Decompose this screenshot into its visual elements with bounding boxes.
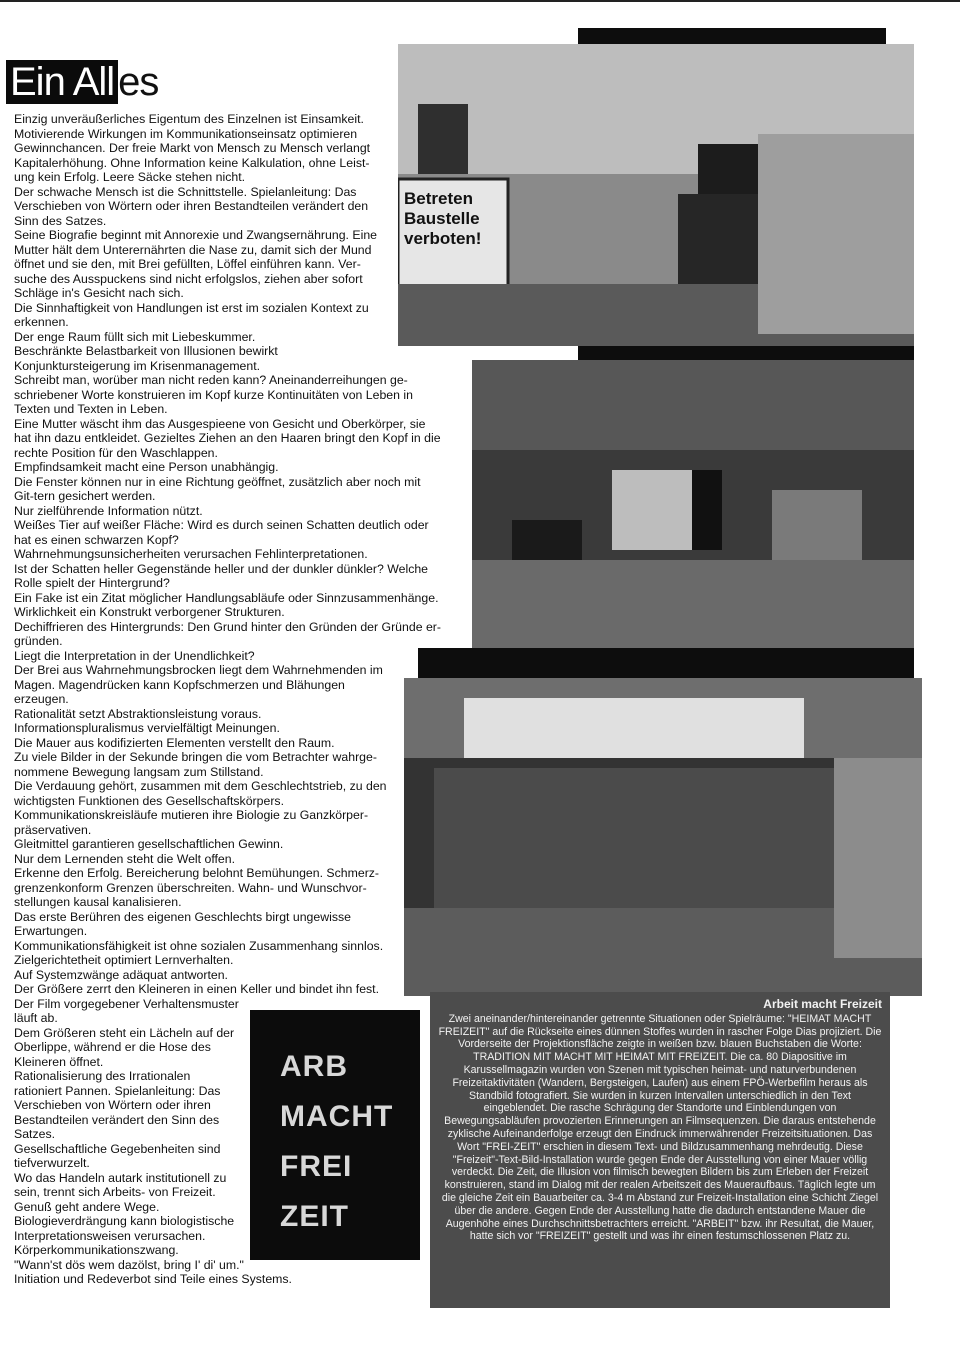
body-line: Wirklichkeit ein Konstrukt verborgener Strukturen.: [14, 605, 285, 619]
body-line: Der enge Raum füllt sich mit Liebeskummer.: [14, 329, 256, 344]
body-line: öffnet und sie den, mit Brei gefüllten, Löffel einführen kann. Ver-: [14, 257, 361, 271]
body-line: Motivierende Wirkungen im Kommunikationseinsatz optimieren: [14, 126, 358, 141]
title-highlighted: Ein All: [6, 60, 118, 104]
body-line: Genuß geht andere Wege.: [14, 1199, 160, 1214]
body-line: Beschränkte Belastbarkeit von Illusionen bewirkt: [14, 344, 278, 358]
body-line: Initiation und Redeverbot sind Teile eines Systems.: [14, 1272, 292, 1286]
body-line: Das erste Berühren des eigenen Geschlechts birgt ungewisse: [14, 909, 351, 924]
caption-title: Arbeit macht Freizeit: [763, 997, 882, 1011]
caption-text: Zwei aneinander/hintereinander getrennte Situationen oder Spielräume: "HEIMAT MACHT FREIZEIT" auf die Rückseite eines dünnen Stoffes wurden in rascher Folge Dias projiziert. Die Vorderseite der Projektionsfläche zeigte in weißen bzw. blauen Buchstaben die Worte: TRADITION MIT MACHT MIT HEIMAT MIT FREIZEIT. Die ca. 80 Diapositive im Karussellmagazin wurden von Szenen mit typischen heimat- und naturverbundenen Freizeitaktivitäten (Wandern, Bergsteigen, Laufen) aus einem FPÖ-Werbefilm heraus als Standbild fotografiert. Sie wurden in kurzen Intervallen unterschiedlich in den Text eingeblendet. Die rasche Schrägung der Standorte und Einblendungen von Bewegungsabläufen provozierten Erinnerungen an Filmsequenzen. Die daraus entstehende zyklische Aufeinanderfolge erzeugt den Eindruck immerwährender Freizeitsituationen. Das Wort "FREI-ZEIT" erschien in diesem Text- und Bildzusammenhang mehrdeutig. Diese "Freizeit"-Text-Bild-Installation wurde gegen Ende der Ausstellung von einer Mauer völlig verdeckt. Die Zeit, die Illusion von filmisch bewegten Bildern bis zum Erleben der Freizeit konstruieren, stand im Dialog mit der realen Arbeitszeit des Maueraufbaus. Täglich legte um die gleiche Zeit ein Bauarbeiter ca. 3-4 m Abstand zur Freizeit-Installation eine Schicht Ziegel über die andere. Gegen Ende der Ausstellung hatte die dadurch entstandene Mauer die Augenhöhe eines Durchschnittsbetrachters erreicht. "ARBEIT" bzw. ihr Resultat, die Mauer, hatte sich vor "FREIZEIT" gestellt und was ihr einen festumschlossenen Platz zu.: [438, 1012, 882, 1243]
body-line: Bestandteilen verändert den Sinn des: [14, 1112, 220, 1127]
title-rest: es: [118, 60, 159, 104]
body-line: Ein Fake ist ein Zitat möglicher Handlungsabläufe oder Sinnzusammenhänge.: [14, 590, 439, 605]
photo-construction-sign: [398, 44, 914, 346]
body-line: Ist der Schatten heller Gegenstände heller und der dunkler dünkler? Welche: [14, 561, 429, 576]
body-line: Empfindsamkeit macht eine Person unabhängig.: [14, 460, 279, 474]
body-line: Dem Größeren steht ein Lächeln auf der: [14, 1025, 235, 1040]
body-line: Die Sinnhaftigkeit von Handlungen ist erst im sozialen Kontext zu: [14, 300, 369, 315]
body-line: nommene Bewegung langsam zum Stillstand.: [14, 764, 264, 779]
body-line: läuft ab.: [14, 1011, 58, 1025]
body-line: stellungen kausal kanalisieren.: [14, 895, 182, 909]
body-line: Texten und Texten in Leben.: [14, 402, 168, 416]
body-line: Satzes.: [14, 1127, 56, 1141]
body-line: Zu viele Bilder in der Sekunde bringen die vom Betrachter wahrge-: [14, 750, 377, 764]
body-line: rechte Position für den Waschlappen.: [14, 445, 218, 460]
body-line: wichtigsten Funktionen des Gesellschaftskörpers.: [14, 793, 284, 808]
body-line: Die Verdauung gehört, zusammen mit dem Geschlechtstrieb, zu den: [14, 779, 387, 793]
body-line: Eine Mutter wäscht ihm das Ausgespieene von Gesicht und Oberkörper, sie: [14, 416, 426, 431]
body-line: Kommunikationsfähigkeit ist ohne sozialen Zusammenhang sinnlos.: [14, 938, 384, 953]
body-line: Kapitalerhöhung. Ohne Information keine Kalkulation, ohne Leist-: [14, 155, 370, 170]
body-line: Körperkommunikationszwang.: [14, 1243, 179, 1257]
body-line: Informationspluralismus vervielfältigt Meinungen.: [14, 721, 280, 735]
body-line: Erkenne den Erfolg. Bereicherung belohnt Bemühungen. Schmerz-: [14, 866, 380, 880]
body-line: Konjunktursteigerung im Krisenmanagement.: [14, 358, 261, 373]
photo-room-wall: [404, 678, 922, 996]
body-line: grenzenkonform Grenzen überschreiten. Wahn- und Wunschvor-: [14, 880, 367, 895]
photo2-top-bar: [578, 346, 914, 360]
body-line: gründen.: [14, 634, 63, 648]
photo3-top-bar: [418, 648, 914, 678]
body-line: hat es einen schwarzen Kopf?: [14, 532, 179, 547]
sign-line2: Baustelle: [404, 209, 480, 228]
body-line: Kleineren öffnet.: [14, 1054, 104, 1069]
body-line: Interpretationsweisen verursachen.: [14, 1228, 206, 1243]
body-line: Magen. Magendrücken kann Kopfschmerzen und Blähungen: [14, 677, 345, 692]
body-line: Gleitmittel garantieren gesellschaftlichen Gewinn.: [14, 837, 284, 851]
caption-block: [430, 992, 890, 1308]
body-line: Schreibt man, worüber man nicht reden kann? Aneinanderreihungen ge-: [14, 373, 408, 387]
body-line: tiefverwurzelt.: [14, 1156, 90, 1170]
body-line: Mutter hält dem Unterernährten die Nase zu, damit sich der Mund: [14, 242, 372, 257]
body-line: Rationalisierung des Irrationalen: [14, 1069, 191, 1083]
page-title: [6, 60, 158, 104]
body-line: Erwartungen.: [14, 924, 88, 938]
poster-word-4: ZEIT: [280, 1200, 349, 1233]
body-line: Verschieben von Wörtern oder ihren: [14, 1098, 211, 1112]
body-line: Der Brei aus Wahrnehmungsbrocken liegt dem Wahrnehmenden im: [14, 663, 383, 677]
body-line: Verschieben von Wörtern oder ihren Bestandteilen verändert den: [14, 199, 369, 213]
body-line: schriebener Worte konstruieren im Kopf kurze Kontinuitäten von Leben in: [14, 387, 413, 402]
body-line: Gesellschaftliche Gegebenheiten sind: [14, 1141, 221, 1156]
body-line: Die Mauer aus kodifizierten Elementen verstellt den Raum.: [14, 735, 335, 750]
poster-word-1: ARB: [280, 1050, 348, 1083]
body-line: präservativen.: [14, 822, 92, 837]
body-line: Nur dem Lernenden steht die Welt offen.: [14, 851, 236, 866]
body-line: Git-tern gesichert werden.: [14, 489, 156, 503]
body-line: Die Fenster können nur in eine Richtung geöffnet, zusätzlich aber noch mit: [14, 474, 421, 489]
body-line: ung kein Erfolg. Leere Säcke stehen nicht.: [14, 170, 246, 184]
body-line: Wo das Handeln autark institutionell zu: [14, 1170, 227, 1185]
body-line: Der Größere zerrt den Kleineren in einen Keller und bindet ihn fest.: [14, 982, 380, 996]
body-line: erkennen.: [14, 315, 69, 329]
body-line: "Wann'st dös wem dazölst, bring I' di' um.": [14, 1257, 244, 1272]
body-line: Liegt die Interpretation in der Unendlichkeit?: [14, 648, 255, 663]
body-line: Rationalität setzt Abstraktionsleistung voraus.: [14, 706, 262, 721]
body-line: Oberlippe, während er die Hose des: [14, 1040, 211, 1054]
body-line: Kommunikationskreisläufe mutieren ihre Biologie zu Ganzkörper-: [14, 808, 369, 822]
poster-image: [250, 1010, 420, 1260]
body-line: Einzig unveräußerliches Eigentum des Einzelnen ist Einsamkeit.: [14, 112, 364, 126]
poster-word-2: MACHT: [280, 1100, 394, 1133]
body-line: Nur zielführende Information nützt.: [14, 503, 203, 518]
top-rule: [0, 0, 960, 2]
body-line: Seine Biografie beginnt mit Annorexie und Zwangsernährung. Eine: [14, 228, 377, 242]
sign-line3: verboten!: [404, 229, 482, 248]
body-line: Sinn des Satzes.: [14, 213, 107, 228]
body-line: Der Film vorgegebener Verhaltensmuster: [14, 996, 239, 1011]
body-line: rationiert Pannen. Spielanleitung: Das: [14, 1083, 221, 1098]
body-line: Dechiffrieren des Hintergrunds: Den Grund hinter den Gründen der Gründe er-: [14, 619, 441, 634]
body-line: Weißes Tier auf weißer Fläche: Wird es durch seinen Schatten deutlich oder: [14, 518, 429, 532]
body-line: Biologieverdrängung kann biologistische: [14, 1214, 235, 1228]
body-line: Zielgerichtetheit optimiert Lernverhalten.: [14, 953, 234, 967]
photo1-top-bar: [578, 28, 886, 44]
body-line: Der schwache Mensch ist die Schnittstelle. Spielanleitung: Das: [14, 184, 357, 199]
body-line: erzeugen.: [14, 692, 69, 706]
sign-line1: Betreten: [404, 189, 473, 208]
body-line: Rolle spielt der Hintergrund?: [14, 576, 170, 590]
body-line: Auf Systemzwänge adäquat antworten.: [14, 967, 228, 982]
body-line: Gewinnchancen. Der freie Markt von Mensch zu Mensch verlangt: [14, 141, 371, 155]
poster-word-3: FREI: [280, 1150, 353, 1183]
body-line: suche des Ausspuckens sind nicht erfolgslos, ziehen aber sofort: [14, 271, 363, 286]
body-line: hat ihn dazu entkleidet. Gezieltes Ziehen an den Haaren bringt den Kopf in die: [14, 431, 441, 445]
body-line: Schläge in's Gesicht nach sich.: [14, 286, 184, 300]
body-line: sein, trennt sich Arbeits- von Freizeit.: [14, 1185, 216, 1199]
photo-interior-window: [472, 360, 914, 648]
body-line: Wahrnehmungsunsicherheiten verursachen Fehlinterpretationen.: [14, 547, 368, 561]
